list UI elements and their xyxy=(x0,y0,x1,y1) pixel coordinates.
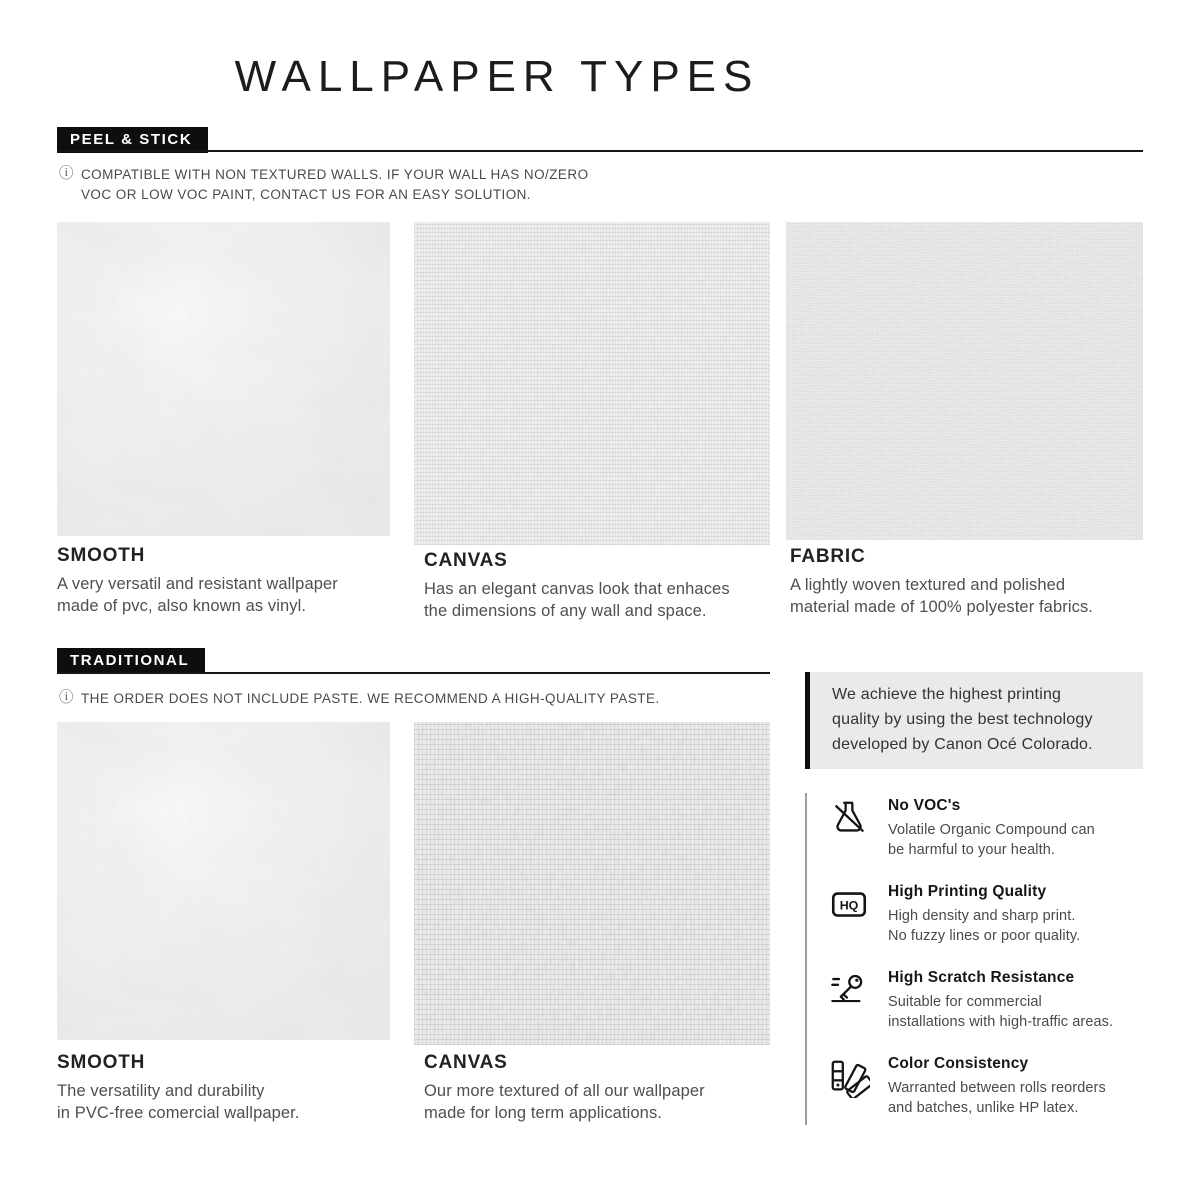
no-voc-flask-icon xyxy=(828,798,872,860)
svg-text:HQ: HQ xyxy=(839,898,859,913)
traditional-smooth-caption: SMOOTH The versatility and durability in PVC-free comercial wallpaper. xyxy=(57,1052,402,1125)
feature-text: High Scratch Resistance Suitable for commercial installations with high-traffic areas. xyxy=(888,969,1114,1030)
features-rule xyxy=(805,793,807,1125)
feature-no-voc xyxy=(828,797,1148,860)
peel-stick-canvas-swatch xyxy=(414,222,770,545)
traditional-note xyxy=(59,689,759,709)
peel-stick-canvas-caption: CANVAS Has an elegant canvas look that enhaces the dimensions of any wall and space. xyxy=(424,550,774,623)
feature-high-printing-quality xyxy=(828,883,1148,946)
peel-stick-divider xyxy=(57,150,1143,152)
swatch-title-canvas: CANVAS xyxy=(424,1052,508,1073)
scratch-key-icon xyxy=(828,970,872,1032)
peel-stick-smooth-swatch xyxy=(57,222,390,536)
swatch-title-canvas: CANVAS xyxy=(424,550,508,571)
feature-high-scratch-resistance xyxy=(828,969,1148,1032)
section-label-traditional: TRADITIONAL xyxy=(57,648,205,674)
feature-text: No VOC's Volatile Organic Compound can be harmful to your health. xyxy=(888,797,1095,858)
printing-quality-note: We achieve the highest printing quality by using the best technology developed by Canon Océ Colorado. xyxy=(805,672,1143,769)
peel-stick-note xyxy=(59,165,659,206)
swatch-title-smooth: SMOOTH xyxy=(57,1052,146,1073)
peel-stick-note-text: COMPATIBLE WITH NON TEXTURED WALLS. IF YOUR WALL HAS NO/ZERO VOC OR LOW VOC PAINT, CONTACT US FOR AN EASY SOLUTION. xyxy=(80,167,589,203)
traditional-note-text: THE ORDER DOES NOT INCLUDE PASTE. WE RECOMMEND A HIGH-QUALITY PASTE. xyxy=(80,691,660,706)
peel-stick-fabric-caption: FABRIC A lightly woven textured and polished material made of 100% polyester fabrics. xyxy=(790,546,1145,619)
feature-text: High Printing Quality High density and sharp print. No fuzzy lines or poor quality. xyxy=(888,883,1081,944)
info-icon: ⓘ xyxy=(59,690,74,706)
swatch-title-smooth: SMOOTH xyxy=(57,545,146,566)
peel-stick-smooth-caption: SMOOTH A very versatil and resistant wallpaper made of pvc, also known as vinyl. xyxy=(57,545,402,618)
info-icon: ⓘ xyxy=(59,166,74,182)
features-list xyxy=(828,797,1148,1141)
section-label-peel-stick: PEEL & STICK xyxy=(57,127,208,153)
page-title: WALLPAPER TYPES xyxy=(234,52,760,101)
traditional-canvas-swatch xyxy=(414,722,770,1045)
traditional-divider xyxy=(57,672,770,674)
traditional-smooth-swatch xyxy=(57,722,390,1040)
traditional-canvas-caption: CANVAS Our more textured of all our wallpaper made for long term applications. xyxy=(424,1052,774,1125)
feature-color-consistency xyxy=(828,1055,1148,1118)
swatch-title-fabric: FABRIC xyxy=(790,546,866,567)
peel-stick-fabric-swatch xyxy=(786,222,1143,540)
feature-text: Color Consistency Warranted between rolls reorders and batches, unlike HP latex. xyxy=(888,1055,1106,1116)
color-swatches-icon xyxy=(828,1056,872,1118)
hq-badge-icon xyxy=(828,884,872,946)
